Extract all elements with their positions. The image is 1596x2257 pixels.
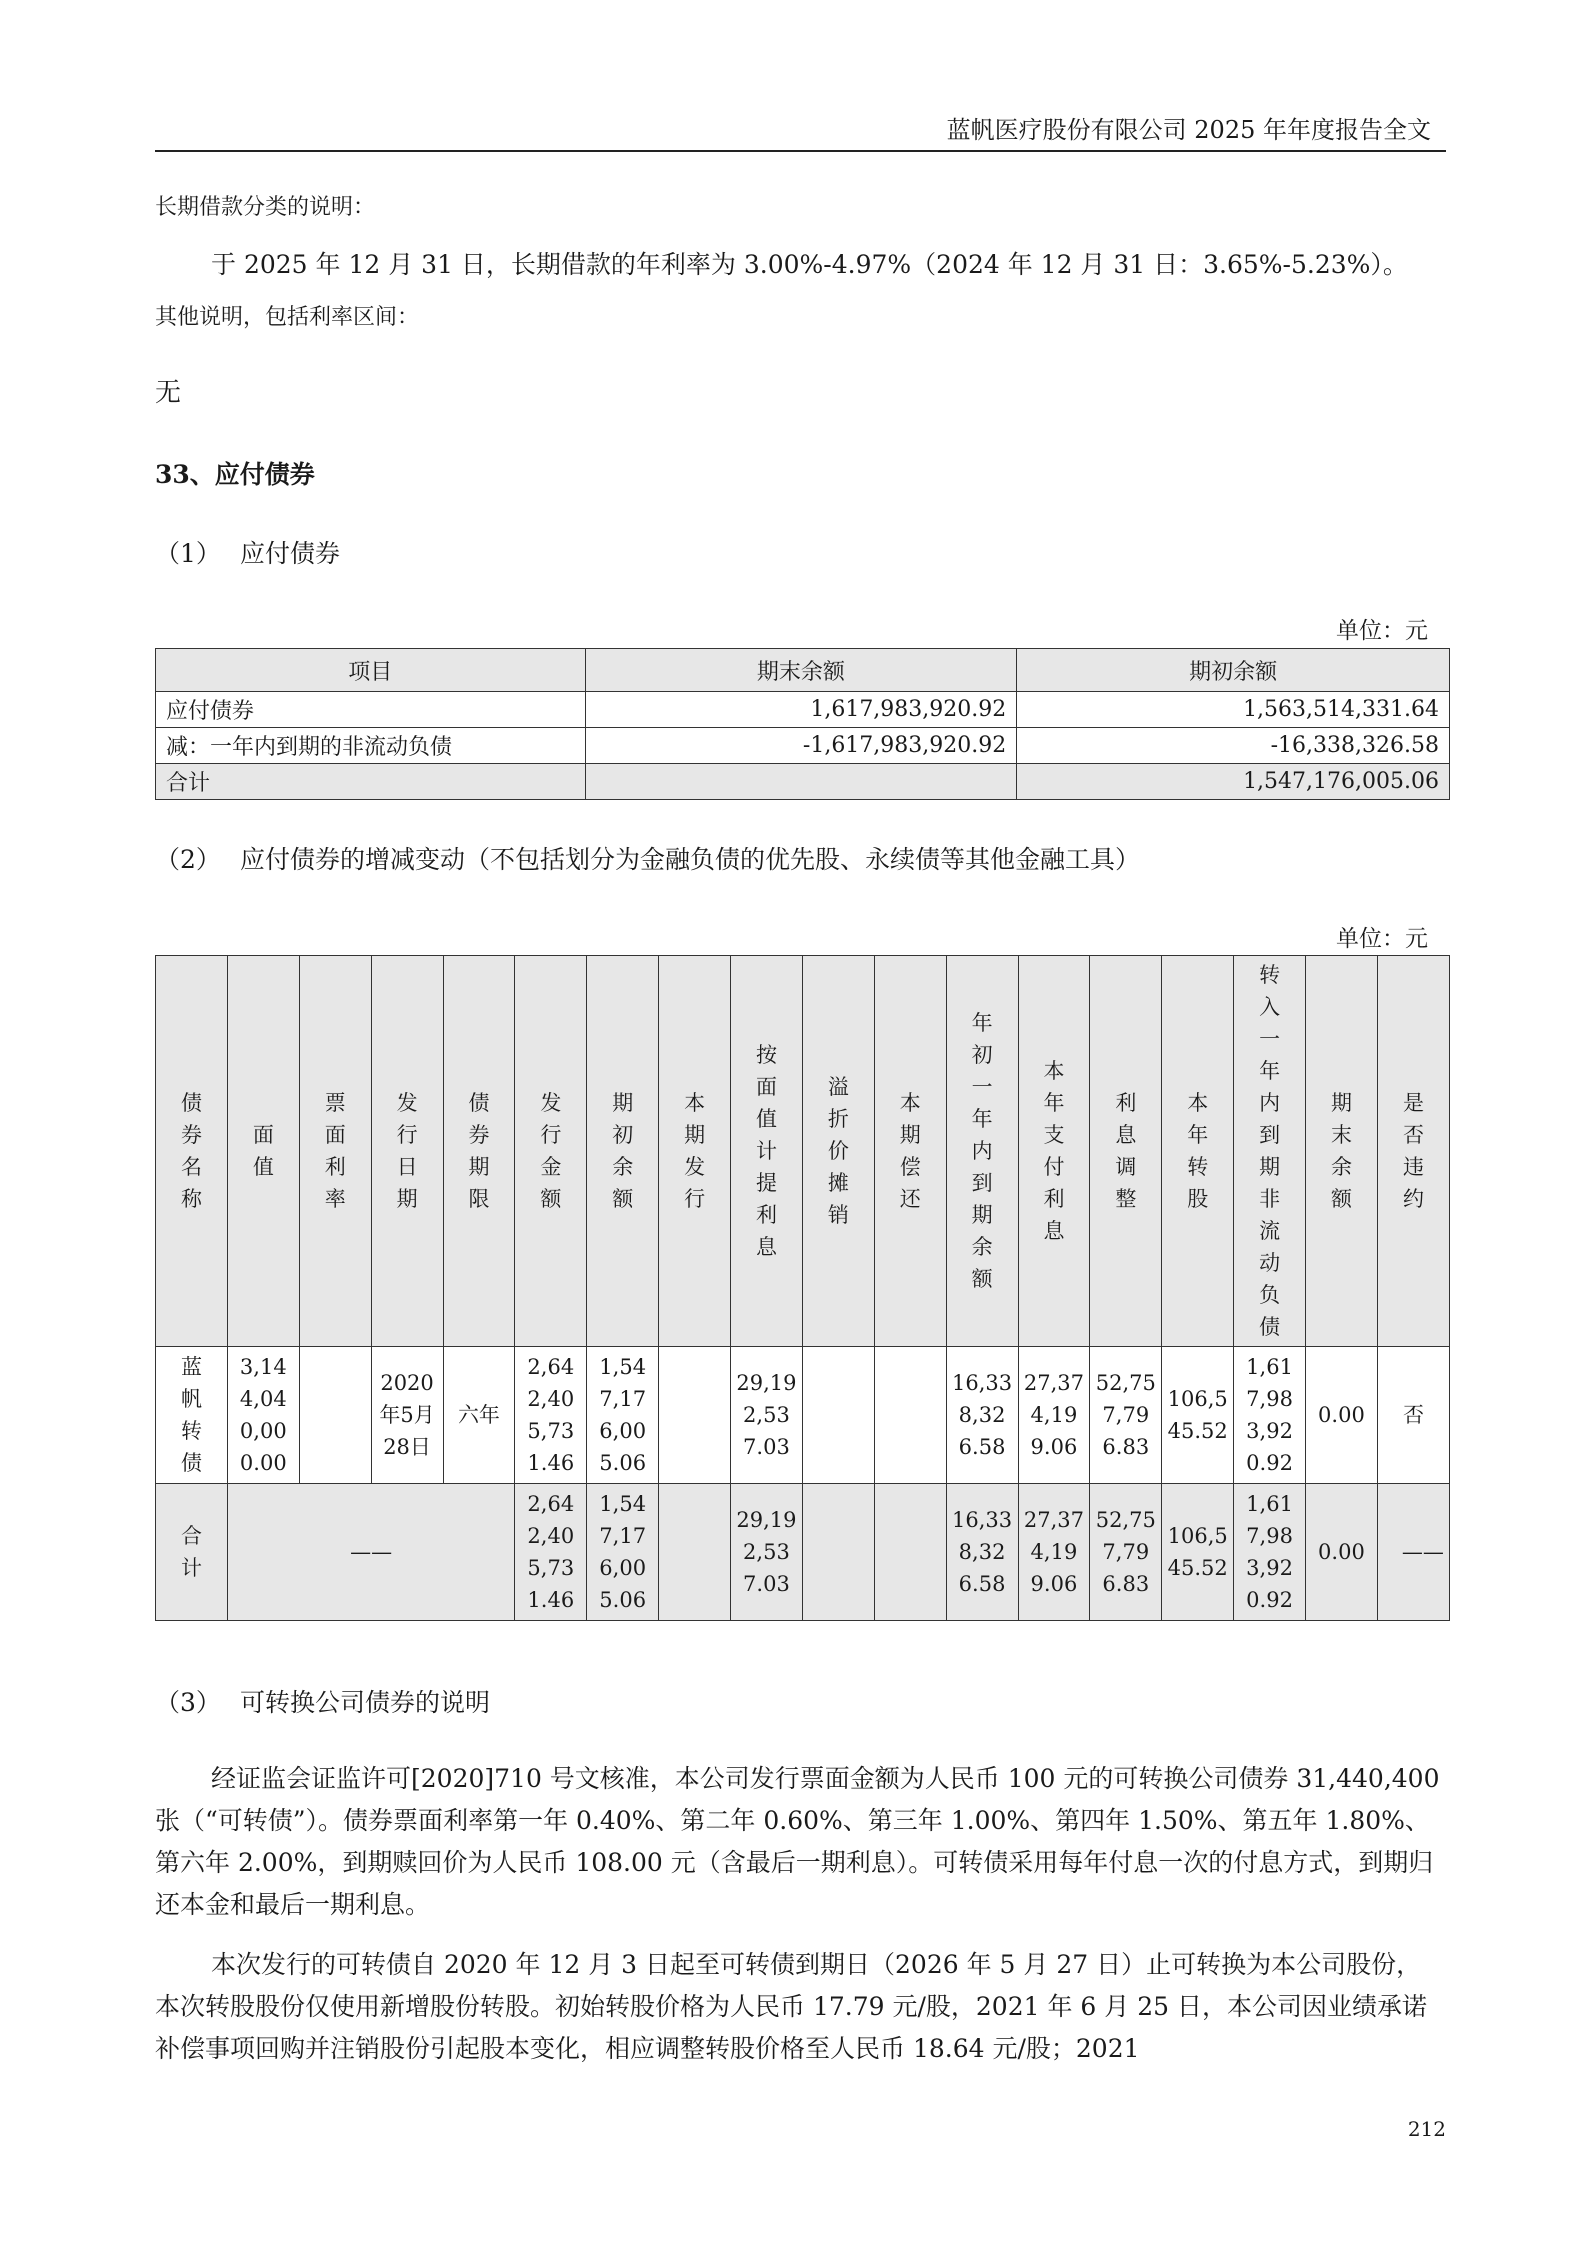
bonds-payable-table [155, 648, 1450, 800]
opening-balance: 1,563,514,331.64 [1017, 692, 1450, 728]
column-header [299, 956, 371, 1347]
cell-value: 27,374,199.06 [1023, 1371, 1084, 1459]
cell-value: —— [1401, 1540, 1444, 1564]
row-label: 减：一年内到期的非流动负债 [156, 728, 586, 764]
column-header-label: 年初一年内到期余额 [971, 1011, 993, 1291]
subsection-2-number: （2） [155, 845, 221, 874]
cell-value: 29,192,537.03 [736, 1371, 797, 1459]
column-header [1377, 956, 1449, 1347]
column-header-label: 利息调整 [1115, 1091, 1137, 1211]
cell-value: 29,192,537.03 [736, 1508, 797, 1596]
table-cell [371, 1347, 443, 1484]
long-term-loan-label: 长期借款分类的说明： [155, 195, 376, 220]
table-row [156, 692, 1450, 728]
closing-balance: 1,617,983,920.92 [585, 692, 1017, 728]
table-cell [443, 1347, 515, 1484]
column-header [443, 956, 515, 1347]
cell-value: 1,547,176,005.06 [599, 1492, 647, 1612]
column-header-label: 期末余额 [1330, 1091, 1352, 1211]
unit-label-1: 单位：元 [1336, 618, 1428, 644]
column-header-label: 本年转股 [1187, 1091, 1209, 1211]
cell-value: 2,642,405,731.46 [527, 1492, 575, 1612]
other-notes-value: 无 [155, 378, 182, 408]
column-header [1018, 956, 1090, 1347]
column-header [659, 956, 731, 1347]
column-header-label: 是否违约 [1402, 1091, 1424, 1211]
table-cell [156, 1484, 228, 1621]
page-number: 212 [1407, 2117, 1446, 2141]
header-divider [155, 150, 1446, 152]
table-cell [515, 1347, 587, 1484]
table-cell [1162, 1484, 1234, 1621]
bond-changes-table [155, 955, 1450, 1621]
cell-value: —— [350, 1540, 393, 1564]
column-header [156, 956, 228, 1347]
cell-value: 0.00 [1318, 1403, 1365, 1427]
column-header [731, 956, 803, 1347]
cell-value: 1,547,176,005.06 [599, 1355, 647, 1475]
column-header-label: 债券期限 [468, 1091, 490, 1211]
table-cell [587, 1484, 659, 1621]
table-cell [946, 1347, 1018, 1484]
unit-label-2: 单位：元 [1336, 926, 1428, 952]
cell-value: 2020年5月28日 [379, 1371, 435, 1459]
column-header-label: 面值 [252, 1123, 274, 1179]
table-cell [946, 1484, 1018, 1621]
column-header [371, 956, 443, 1347]
table-cell [1234, 1347, 1306, 1484]
closing-balance [585, 764, 1017, 800]
table-cell [874, 1347, 946, 1484]
other-notes-label: 其他说明，包括利率区间： [155, 305, 420, 330]
table-header-row [156, 649, 1450, 692]
column-header-label: 债券名称 [180, 1091, 202, 1211]
column-header-label: 期初余额 [612, 1091, 634, 1211]
table-cell [659, 1484, 731, 1621]
table-cell [874, 1484, 946, 1621]
column-header: 项目 [156, 649, 586, 692]
table-row [156, 728, 1450, 764]
column-header [946, 956, 1018, 1347]
cell-value: 蓝帆转债 [180, 1355, 202, 1475]
cell-value: 六年 [457, 1403, 500, 1427]
table-cell [1377, 1347, 1449, 1484]
column-header-label: 本年支付利息 [1043, 1059, 1065, 1243]
table-cell [156, 1347, 228, 1484]
opening-balance: 1,547,176,005.06 [1017, 764, 1450, 800]
row-label: 合计 [156, 764, 586, 800]
column-header [1162, 956, 1234, 1347]
table-cell [515, 1484, 587, 1621]
column-header [1306, 956, 1378, 1347]
convertible-bond-paragraph-2: 本次发行的可转债自 2020 年 12 月 3 日起至可转债到期日（2026 年 5 月 27 日）止可转换为本公司股份，本次转股股份仅使用新增股份转股。初始转股价格为人民币 17.79 元/股，2021 年 6 月 25 日，本公司因业绩承诺补偿事项回购并注销股份引起股本变化，相应调整转股价格至人民币 18.64 元/股；2021 [155, 1950, 1427, 2063]
column-header [515, 956, 587, 1347]
table-row [156, 1347, 1450, 1484]
table-cell [1090, 1484, 1162, 1621]
table-total-row [156, 764, 1450, 800]
column-header [1090, 956, 1162, 1347]
cell-value: 52,757,796.83 [1095, 1371, 1156, 1459]
column-header-label: 发行金额 [540, 1091, 562, 1211]
table-cell [1234, 1484, 1306, 1621]
column-header: 期初余额 [1017, 649, 1450, 692]
column-header-label: 溢折价摊销 [827, 1075, 849, 1227]
table-cell [587, 1347, 659, 1484]
table-cell [227, 1347, 299, 1484]
subsection-3-title: 可转换公司债券的说明 [240, 1688, 491, 1717]
cell-value: 3,144,040,000.00 [239, 1355, 287, 1475]
column-header [227, 956, 299, 1347]
long-term-loan-paragraph: 于 2025 年 12 月 31 日，长期借款的年利率为 3.00%-4.97%（2024 年 12 月 31 日：3.65%-5.23%）。 [211, 250, 1408, 279]
cell-value: 106,545.52 [1167, 1524, 1228, 1580]
table-cell [1018, 1484, 1090, 1621]
subsection-1-number: （1） [155, 539, 221, 568]
section-heading: 33、应付债券 [155, 460, 315, 489]
column-header-label: 本期发行 [684, 1091, 706, 1211]
opening-balance: -16,338,326.58 [1017, 728, 1450, 764]
subsection-3-number: （3） [155, 1688, 221, 1717]
table-cell [802, 1347, 874, 1484]
subsection-2-title: 应付债券的增减变动（不包括划分为金融负债的优先股、永续债等其他金融工具） [240, 845, 1141, 874]
table-cell [731, 1484, 803, 1621]
table-cell [1162, 1347, 1234, 1484]
table-cell [731, 1347, 803, 1484]
table-cell [802, 1484, 874, 1621]
column-header [802, 956, 874, 1347]
cell-value: 27,374,199.06 [1023, 1508, 1084, 1596]
table-cell [1018, 1347, 1090, 1484]
column-header [587, 956, 659, 1347]
cell-value: 2,642,405,731.46 [527, 1355, 575, 1475]
table-cell [659, 1347, 731, 1484]
cell-value: 52,757,796.83 [1095, 1508, 1156, 1596]
column-header-label: 发行日期 [396, 1091, 418, 1211]
table-cell [1090, 1347, 1162, 1484]
report-header-title: 蓝帆医疗股份有限公司 2025 年年度报告全文 [946, 116, 1431, 144]
row-label: 应付债券 [156, 692, 586, 728]
table-cell [1306, 1347, 1378, 1484]
column-header-label: 转入一年内到期非流动负债 [1259, 963, 1281, 1339]
cell-value: 16,338,326.58 [952, 1508, 1013, 1596]
column-header [874, 956, 946, 1347]
subsection-3-heading [155, 1683, 490, 1719]
column-header: 期末余额 [585, 649, 1017, 692]
cell-value: 合计 [180, 1524, 202, 1580]
cell-value: 106,545.52 [1167, 1387, 1228, 1443]
table-total-row [156, 1484, 1450, 1621]
table-cell [1306, 1484, 1378, 1621]
closing-balance: -1,617,983,920.92 [585, 728, 1017, 764]
cell-value: 1,617,983,920.92 [1246, 1492, 1293, 1612]
table-header-row [156, 956, 1450, 1347]
convertible-bond-paragraph-1: 经证监会证监许可[2020]710 号文核准，本公司发行票面金额为人民币 100 元的可转换公司债券 31,440,400 张（“可转债”）。债券票面利率第一年 0.40%、第二年 0.60%、第三年 1.00%、第四年 1.50%、第五年 1.80%、第六年 2.00%，到期赎回价为人民币 108.00 元（含最后一期利息）。可转债采用每年付息一次的付息方式，到期归还本金和最后一期利息。 [155, 1764, 1440, 1919]
table-cell [1377, 1484, 1449, 1621]
cell-value: 0.00 [1318, 1540, 1365, 1564]
subsection-1-heading [155, 534, 340, 570]
column-header [1234, 956, 1306, 1347]
column-header-label: 本期偿还 [899, 1091, 921, 1211]
table-cell [227, 1484, 515, 1621]
column-header-label: 按面值计提利息 [755, 1043, 777, 1259]
cell-value: 1,617,983,920.92 [1246, 1355, 1293, 1475]
subsection-2-heading [155, 840, 1140, 876]
cell-value: 否 [1402, 1403, 1424, 1427]
subsection-1-title: 应付债券 [240, 539, 341, 568]
column-header-label: 票面利率 [324, 1091, 346, 1211]
cell-value: 16,338,326.58 [952, 1371, 1013, 1459]
table-cell [299, 1347, 371, 1484]
